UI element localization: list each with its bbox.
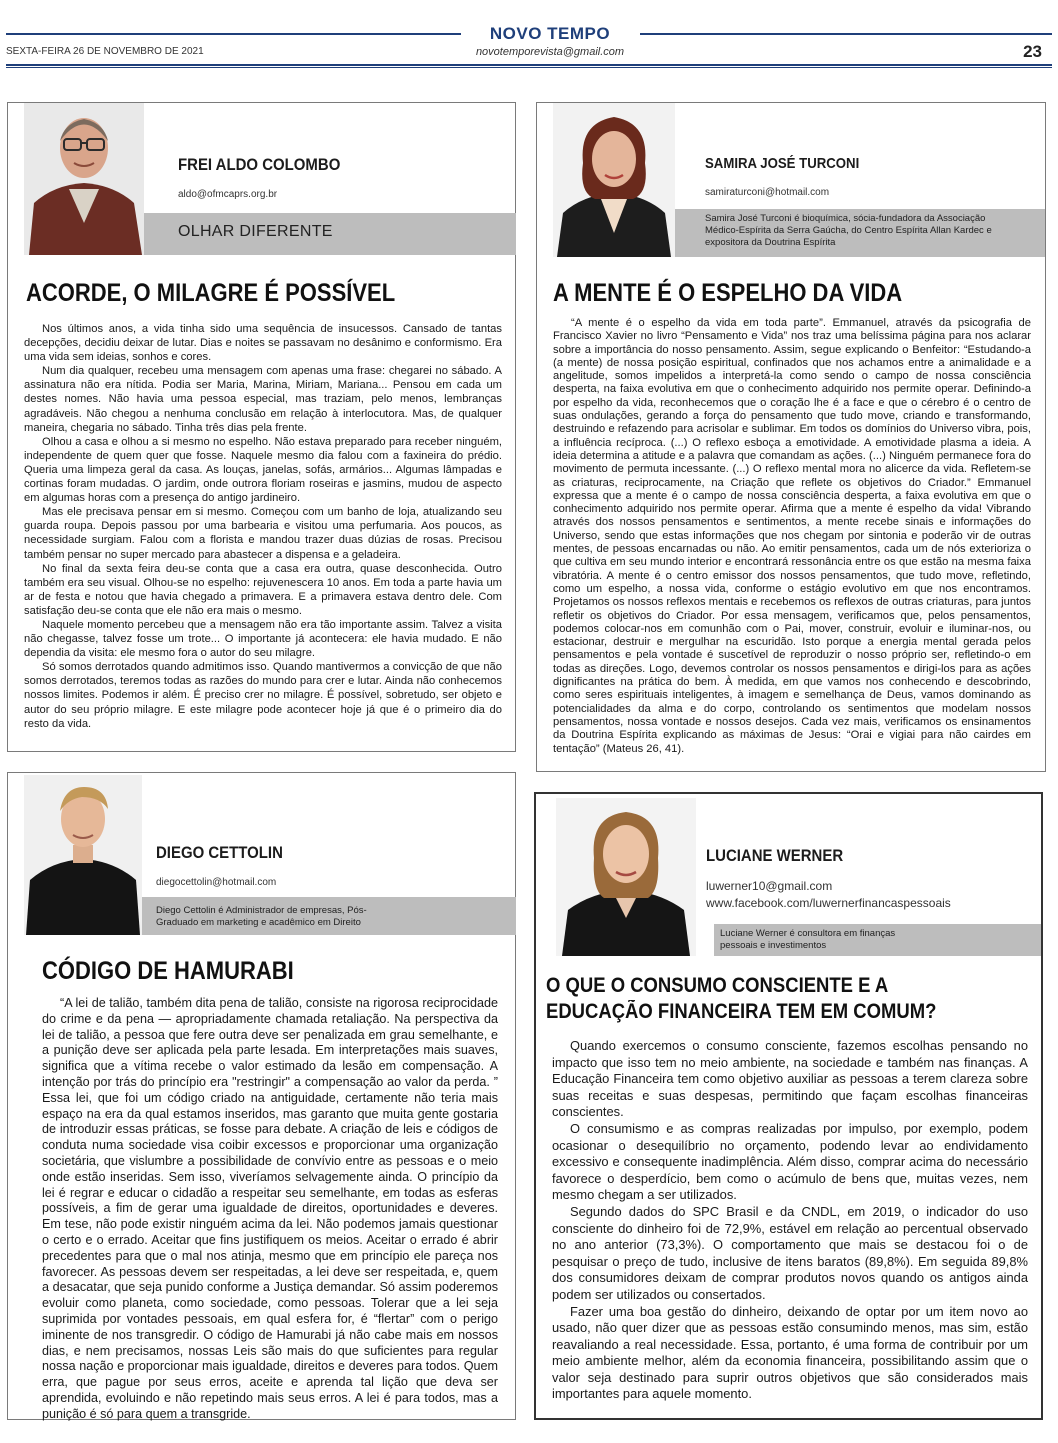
paragraph: Mas ele precisava pensar em si mesmo. Começou com um banho de loja, atualizando seu guarda roupa. Depois passou por uma barbearia e visitou uma perfumaria. Aos poucos, as necessidade surgiam. Falou com a florista e mandou trazer duas dúzias de rosas. Precisou também pensar no super mercado para abastecer a dispensa e a geladeira. [24,506,502,561]
paragraph: Segundo dados do SPC Brasil e da CNDL, em 2019, o indicador do uso consciente do dinheiro foi de 72,9%, estável em relação ao percentual observado no ano anterior (73,3%). O comportamento que mais se destacou foi o de pesquisar o preço de tudo, inclusive de itens baratos (89,8%). Em seguida 89,8% dos consumidores deixam de comprar produtos novos quando os antigos ainda podem ser utilizados ou consertados. [552,1203,1028,1302]
author-name: SAMIRA JOSÉ TURCONI [705,155,860,172]
page-number: 23 [1023,42,1042,61]
paragraph: No final da sexta feira deu-se conta que a casa era outra, quase desconhecida. Outro também era seu visual. Olhou-se no espelho: rejuvenescera 10 anos. Em toda a parte havia um ar de festa e notou que havia chegado a primavera. E a primavera estava dentro dele. Com satisfação deu-se conta que ele não era mais o mesmo. [24,562,502,617]
paragraph: Nos últimos anos, a vida tinha sido uma sequência de insucessos. Cansado de tantas decepções, decidiu deixar de lutar. Dias e noites se passavam no desânimo e conformismo. Era uma vida sem ideias, sonhos e cores. [24,323,502,364]
article-body [553,317,1031,756]
article-headline-line1: O QUE O CONSUMO CONSCIENTE E A [546,974,889,997]
header-divider-thin [6,67,1052,68]
article-headline-line2: EDUCAÇÃO FINANCEIRA TEM EM COMUM? [546,1000,937,1023]
author-bio: Samira José Turconi é bioquímica, sócia-fundadora da Associação Médico-Espírita da Serra Gaúcha, do Centro Espírita Allan Kardec e expositora da Doutrina Espírita [705,213,992,248]
paragraph: “A lei de talião, também dita pena de talião, consiste na rigorosa reciprocidade do crime e da pena — apropriadamente chamada retaliação. Na perspectiva da lei de talião, a pessoa que fere outra deve ser penalizada em grau semelhante, e a punição deve ser aplicada pela parte lesada. Em interpretações mais suaves, significa que a vítima recebe o valor estimado da lesão em compensação. A intenção por trás do princípio era "restringir" a compensação ao valor da perda. ” Essa lei, que foi um código criado na antiguidade, certamente não teria mais espaço na era da qual estamos inseridos, mas garanto que muita gente gostaria de introduzir essas práticas, se fosse para debate. A criação de leis e códigos de conduta numa sociedade visa coibir excessos e proporcionar uma organização societária, que vislumbre a possibilidade de convívio entre as pessoas e o meio onde estão inseridas. Sem isso, viveríamos selvagemente ainda. O princípio da lei é regrar e educar o cidadão a respeitar seu semelhante, em todas as esferas possíveis, a fim de gerar uma igualdade de direitos, oportunidades e deveres. Em tese, não pode existir ninguém acima da lei. Não podemos jamais questionar o certo e o errado. Aceitar que fins justifiquem os meios. Aceitar o errado é abrir precedentes para que o mal nos atinja, mesmo que em princípio ele pareça nos favorecer. As pessoas devem ser respeitadas, a lei deve ser respeitada, e, quem a desacatar, que seja punido conforme a Justiça demandar. Só assim poderemos evoluir como planeta, como sociedade, como pessoas. Tolerar que a lei seja suprimida por vontades pessoais, em qual esfera for, é “flertar” com o perigo iminente de nos transgredir. O código de Hamurabi já não cabe mais em nossos dias, e nem precisamos, nossas Leis são mais do que suficientes para regular nossa nação e proporcionar mais igualdade, direitos e deveres para todos. Quem erra, que pague por seus erros, aceite e aprenda tal lição que deva ser aprendida, evoluindo e não repetindo mais seus erros. A lei é para todos, mas a punição é só para quem a transgride. [42,996,498,1421]
article-box-luciane [534,792,1043,1420]
article-box-diego [7,772,516,1420]
author-name: DIEGO CETTOLIN [156,843,283,862]
author-website[interactable]: www.facebook.com/luwernerfinancaspessoais [706,896,951,910]
paragraph: Num dia qualquer, recebeu uma mensagem com apenas uma frase: chegarei no sábado. A assinatura não era nítida. Podia ser Maria, Marina, Miriam, Mariana... Pensou em cada um destes nomes. Não havia uma pessoa especial, mas traziam, pelo menos, lembranças agradáveis. Não chegou a nenhuma conclusão em relação à interlocutora. Mas, de qualquer maneira, chegaria no sábado. Tinha três dias pela frente. [24,365,502,434]
paragraph: Olhou a casa e olhou a si mesmo no espelho. Não estava preparado para receber ninguém, independente de quem quer que fosse. Naquele mesmo dia falou com a faxineira do prédio. Queria uma limpeza geral da casa. As louças, janelas, sofás, armários... Algumas lâmpadas e cortinas foram mudadas. O jardim, onde outrora floriam roseiras e jasmins, mudou de aspecto em algumas horas com a presença do antigo jardineiro. [24,435,502,505]
paragraph: O consumismo e as compras realizadas por impulso, por exemplo, podem ocasionar o desequilíbrio no orçamento, podendo levar ao endividamento excessivo e consequente inadimplência. Além disso, comprar acima do necessário favorece o desperdício, bem como o acúmulo de bens que, muitas vezes, nem mesmo chegam a ser utilizados. [552,1120,1028,1203]
author-photo-diego [24,775,142,935]
paragraph: Fazer uma boa gestão do dinheiro, deixando de optar por um item novo ao usado, não quer dizer que as pessoas estão consumindo menos, mas sim, estão reavaliando a real necessidade. Essa, portanto, é uma forma de contribuir por um meio ambiente melhor, além da economia financeira, possibilitando assim que o valor seja destinado para suprir outros objetivos que são considerados mais importantes para aquele momento. [552,1303,1028,1402]
author-email: aldo@ofmcaprs.org.br [178,189,278,200]
header-rule-right [640,33,1052,35]
author-email: diegocettolin@hotmail.com [156,877,277,888]
article-headline: A MENTE É O ESPELHO DA VIDA [553,279,903,307]
masthead-email: novotemporevista@gmail.com [475,46,625,58]
header-divider [6,64,1052,66]
author-bio: Luciane Werner é consultora em finanças pessoais e investimentos [720,928,896,951]
article-headline: ACORDE, O MILAGRE É POSSÍVEL [26,279,396,307]
masthead-title: NOVO TEMPO [489,24,611,43]
article-body [42,996,498,1423]
paragraph: Naquele momento percebeu que a mensagem não era tão importante assim. Talvez a visita não chegasse, talvez fosse um trote... O importante já acontecera: ele havia mudado. E não dependia da visita: ele mesmo fora o autor do seu milagre. [24,618,502,660]
issue-date: SEXTA-FEIRA 26 DE NOVEMBRO DE 2021 [6,46,204,57]
author-name: FREI ALDO COLOMBO [178,155,341,174]
paragraph: Só somos derrotados quando admitimos isso. Quando mantivermos a convicção de que não somos derrotados, teremos todas as razões do mundo para crer e lutar. Ainda não conhecemos nossos limites. Podemos ir além. É preciso crer no milagre. É possível, sobretudo, ser objeto e autor do seu próprio milagre. E este milagre pode acontecer hoje já que é o primeiro dia do resto da vida. [24,661,502,730]
author-photo-aldo [24,103,144,255]
article-box-samira [536,102,1046,772]
column-title: OLHAR DIFERENTE [178,223,333,240]
header-rule-left [6,33,461,35]
author-name: LUCIANE WERNER [706,846,844,865]
paragraph: “A mente é o espelho da vida em toda parte”. Emmanuel, através da psicografia de Francisco Xavier no livro “Pensamento e Vida” nos traz uma belíssima página para nos aclarar sobre a importância do nosso pensamento. Assim, segue explicando o Benfeitor: “Estudando-a (a mente) de nossa posição espiritual, confinados que nos achamos entre a animalidade e a angelitude, somos impelidos a interpretá-la como sendo o campo de nossa consciência desperta, na faixa evolutiva em que o conhecimento adquirido nos permite operar. Definindo-a por espelho da vida, reconhecemos que o coração lhe é a face e que o cérebro é o centro de suas ondulações, gerando a força do pensamento que tudo move, criando e transformando, destruindo e refazendo para acrisolar e sublimar. Em todos os domínios do Universo vibra, pois, a influência recíproca. (...) O reflexo esboça a emotividade. A emotividade plasma a ideia. A ideia determina a atitude e a palavra que comandam as ações. (...) Ninguém permanece fora do movimento de permuta incessante. (...) O reflexo mental mora no alicerce da vida. Refletem-se as criaturas, reciprocamente, na Criação que reflete os objetivos do Criador.” Emmanuel expressa que a mente é o campo de nossa consciência desperta, a faixa evolutiva em que o conhecimento adquirido nos permite operar. Afirma que a mente é espelho da vida! Vibrando através dos nossos pensamentos e sentimentos, a mente recebe sinais e informações do Universo, sendo que estas informações que nos chegam por sintonia e poderão vir de outras mentes, de pessoas encarnadas ou não. Ao emitir pensamentos, cada um de nós exterioriza o que cultiva em seu mundo interior e encontrará ressonância entre os que estão na mesma faixa vibratória. A mente é o centro emissor dos nossos pensamentos, que tudo move, refletindo, como um espelho, a nossa vida, conforme o estágio evolutivo em que nos encontramos. Projetamos os nossos reflexos mentais e recebemos os reflexos de outras criaturas, para juntos refletir os objetivos do Criador. Por essa mensagem, verificamos que, pelos pensamentos, podemos colocar-nos em comunhão com o Pai, mover, construir, evoluir e iluminar-nos, ou estacionar, destruir e mergulhar na escuridão. Isto porque a energia mental gerada pelos pensamentos e pela vontade é suscetível de reproduzir o nosso próprio ser, refletindo-o em todas as direções. Logo, devemos controlar os nossos pensamentos e dirigi-los para as ações dignificantes na prática do bem. À medida, em que vamos nos conhecendo e descobrindo, como seres espirituais inteligentes, à imagem e semelhança de Deus, vamos dominando as potencialidades da alma e do corpo, controlando os sentimentos que modelam nossos pensamentos, nossa vontade e nossos desejos. Cada vez mais, verificamos os ensinamentos da Doutrina Espírita explicando as máximas de Jesus: “Orai e vigiai para não cairdes em tentação” (Mateus 26, 41). [553,317,1031,755]
author-email: samiraturconi@hotmail.com [705,187,830,198]
author-photo-luciane [556,798,696,956]
article-box-aldo [7,102,516,752]
article-headline: CÓDIGO DE HAMURABI [42,957,294,985]
article-body [552,1038,1028,1403]
paragraph: Quando exercemos o consumo consciente, fazemos escolhas pensando no impacto que isso tem no meio ambiente, na sociedade e também nas finanças. A Educação Financeira tem como objetivo auxiliar as pessoas a terem clareza sobre suas receitas e suas despesas, permitindo que façam escolhas financeiras conscientes. [552,1038,1028,1120]
author-photo-samira [553,103,675,257]
author-bio: Diego Cettolin é Administrador de empresas, Pós-Graduado em marketing e acadêmico em Direito [156,905,367,928]
author-email: luwerner10@gmail.com [706,879,833,893]
article-body [24,322,502,731]
